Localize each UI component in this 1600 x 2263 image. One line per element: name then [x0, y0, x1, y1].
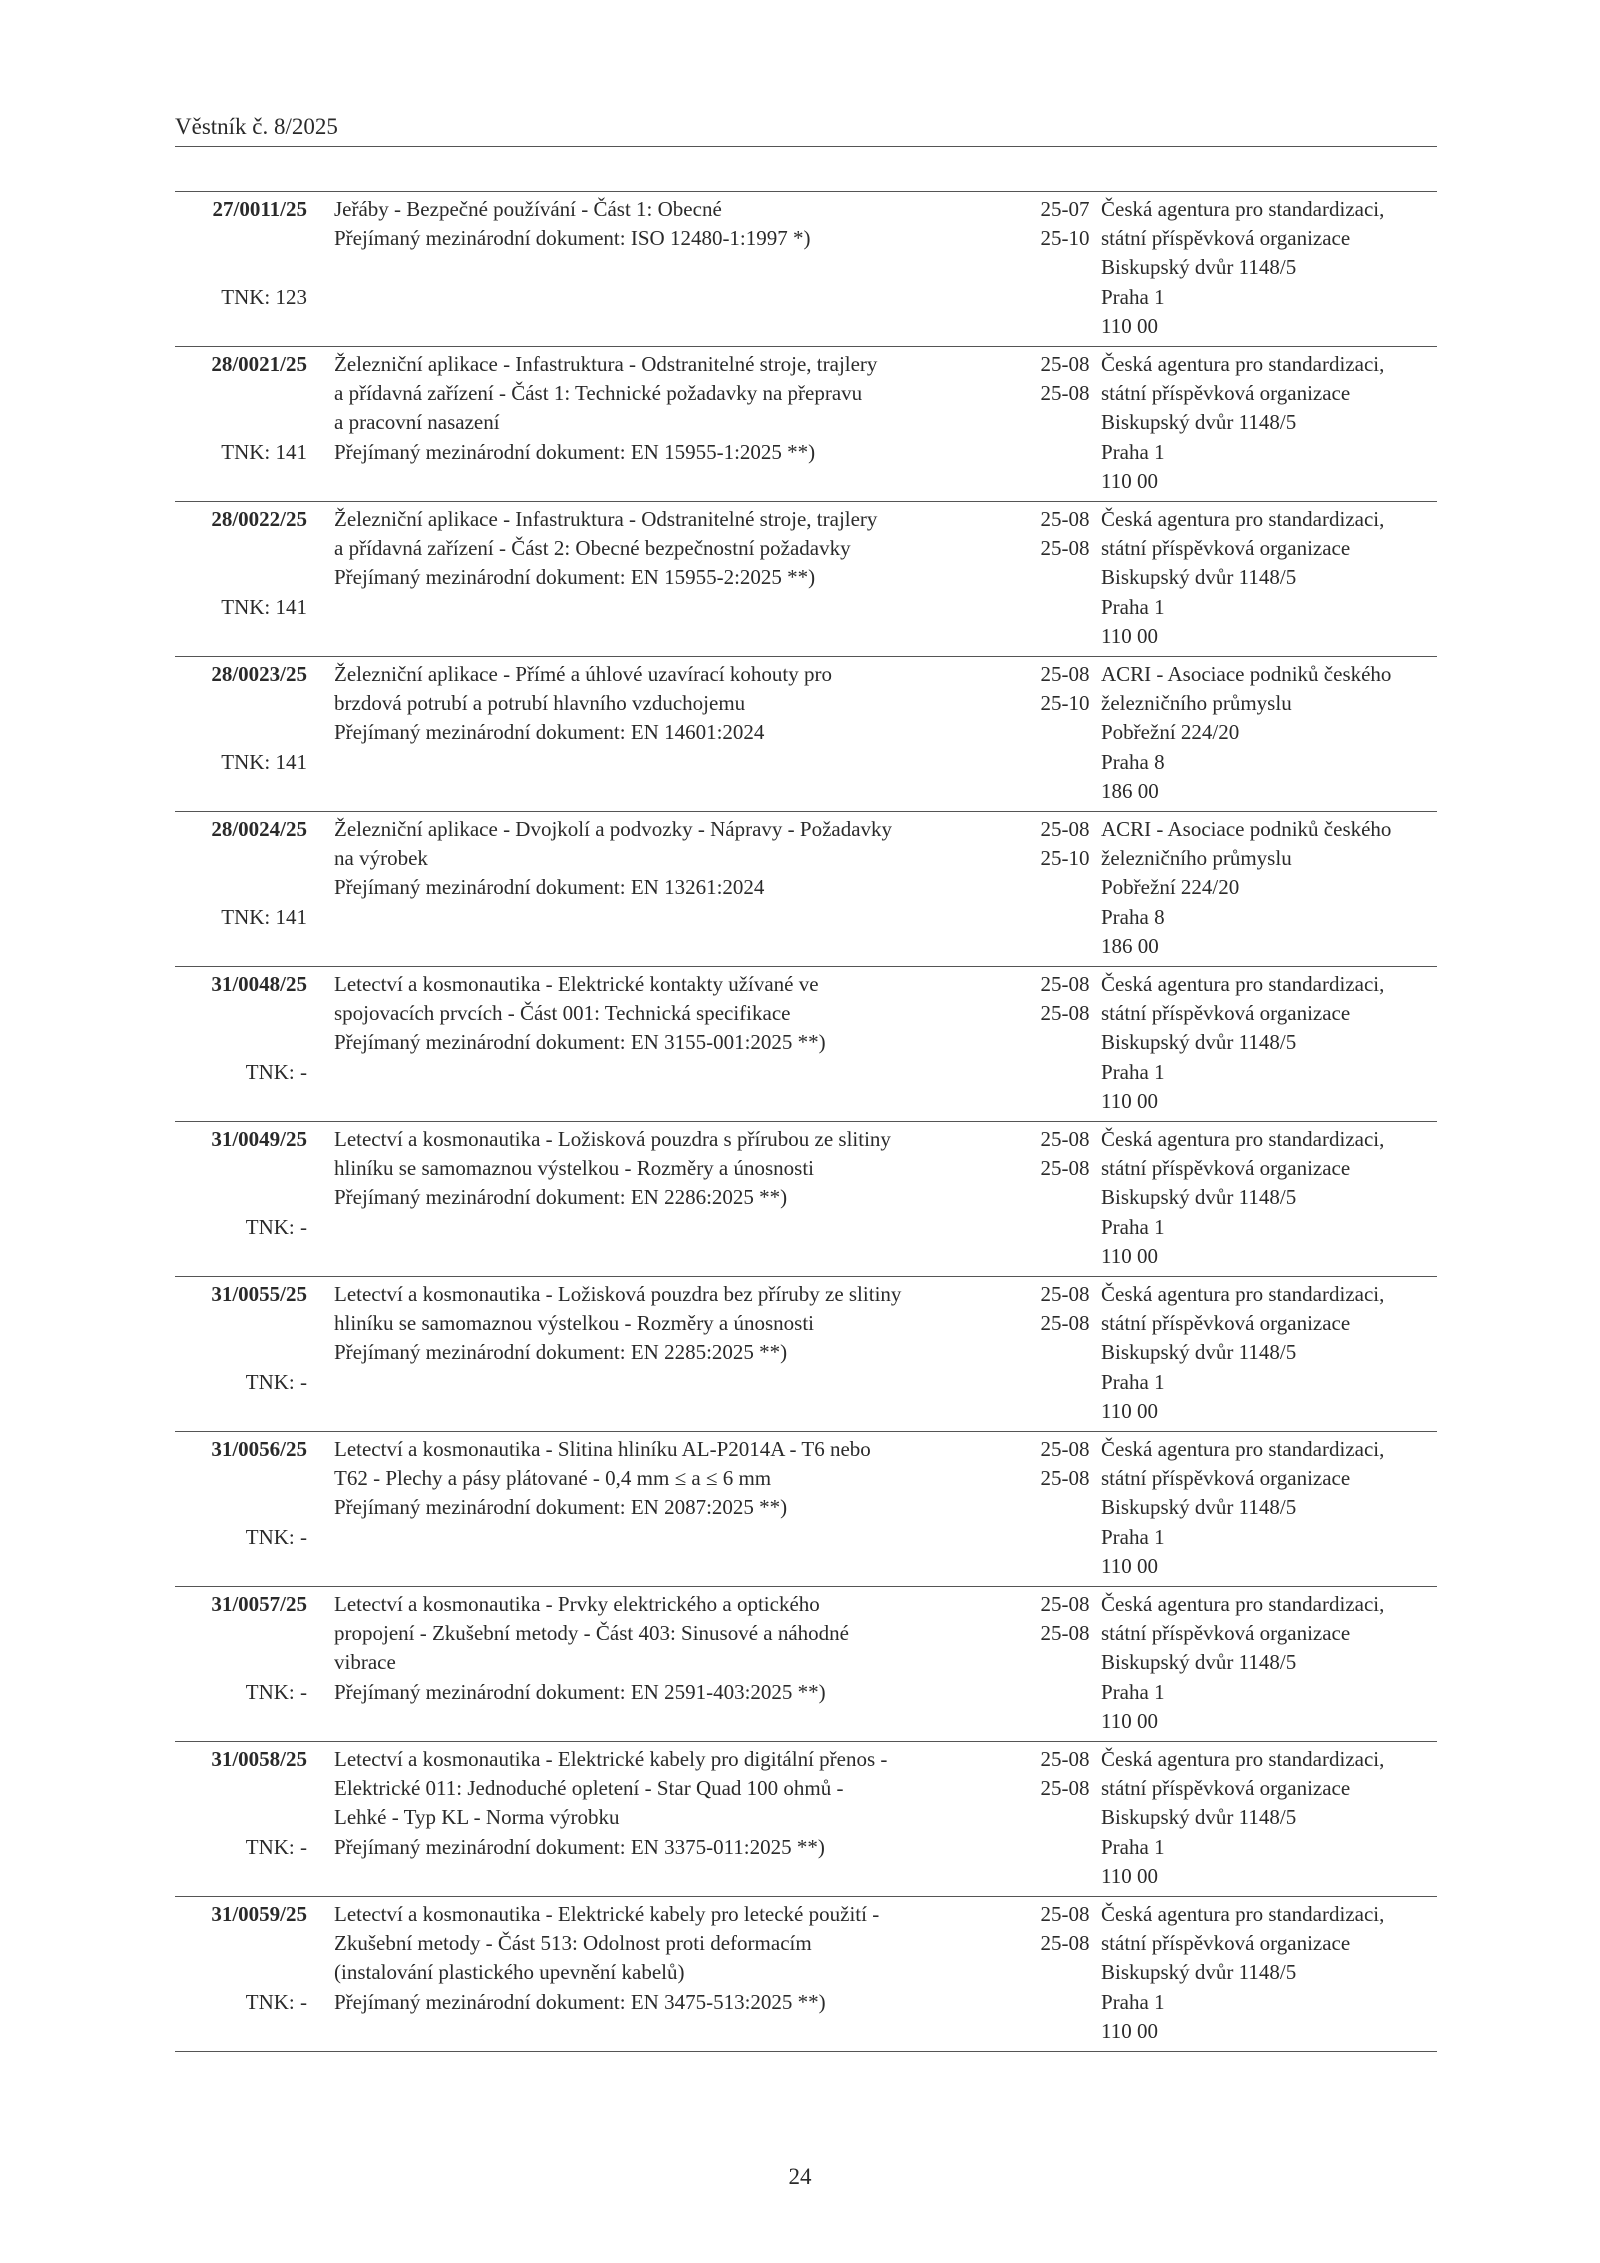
description-line: Přejímaný mezinárodní dokument: EN 15955-1:2025 **) [334, 439, 816, 464]
address-line: Praha 8 [1101, 749, 1165, 774]
table-row [175, 346, 1437, 501]
address-line: Praha 1 [1101, 284, 1165, 309]
address-line: státní příspěvková organizace [1101, 1156, 1351, 1181]
address-line: 110 00 [1101, 313, 1158, 338]
dates-cell [1015, 1590, 1115, 1648]
address-line: 110 00 [1101, 623, 1158, 648]
description-line: Železniční aplikace - Dvojkolí a podvozky - Nápravy - Požadavky [334, 817, 893, 841]
address-line: Biskupský dvůr 1148/5 [1101, 1495, 1297, 1520]
description-line: a přídavná zařízení - Část 1: Technické požadavky na přepravu [334, 381, 863, 406]
organization-address-cell [1101, 350, 1437, 496]
date-code: 25-08 [1040, 972, 1090, 996]
date-code: 25-08 [1040, 1311, 1090, 1336]
date-code: 25-08 [1040, 1156, 1090, 1181]
description-line: Přejímaný mezinárodní dokument: EN 2285:2025 **) [334, 1340, 788, 1365]
address-line: státní příspěvková organizace [1101, 1001, 1351, 1026]
description-line: Lehké - Typ KL - Norma výrobku [334, 1805, 620, 1830]
table-row [175, 811, 1437, 966]
organization-address-cell [1101, 1280, 1437, 1426]
address-line: Česká agentura pro standardizaci, [1101, 1902, 1385, 1926]
address-line: ACRI - Asociace podniků českého [1101, 662, 1392, 686]
address-line: Česká agentura pro standardizaci, [1101, 1282, 1385, 1306]
description-line: Letectví a kosmonautika - Slitina hliníku AL-P2014A - T6 nebo [334, 1437, 871, 1461]
address-line: státní příspěvková organizace [1101, 536, 1351, 561]
date-code: 25-08 [1040, 536, 1090, 561]
address-line: 110 00 [1101, 1088, 1158, 1113]
tnk-label: TNK: - [245, 1214, 307, 1239]
date-code: 25-08 [1040, 817, 1090, 841]
address-line: 110 00 [1101, 1863, 1158, 1888]
description-line: Přejímaný mezinárodní dokument: EN 15955-2:2025 **) [334, 565, 816, 590]
address-line: Praha 1 [1101, 1214, 1165, 1239]
organization-address-cell [1101, 1590, 1437, 1736]
description-line: T62 - Plechy a pásy plátované - 0,4 mm ≤ a ≤ 6 mm [334, 1466, 772, 1491]
tnk-label: TNK: - [245, 1369, 307, 1394]
address-line: Česká agentura pro standardizaci, [1101, 1747, 1385, 1771]
record-id-cell [175, 350, 307, 464]
table-row [175, 1121, 1437, 1276]
record-number: 31/0056/25 [211, 1437, 307, 1461]
description-line: Přejímaný mezinárodní dokument: EN 2591-403:2025 **) [334, 1679, 826, 1704]
description-line: Přejímaný mezinárodní dokument: EN 3155-001:2025 **) [334, 1030, 826, 1055]
description-line: Železniční aplikace - Infastruktura - Odstranitelné stroje, trajlery [334, 507, 878, 531]
dates-cell [1015, 1900, 1115, 1958]
description-line: Přejímaný mezinárodní dokument: EN 3375-011:2025 **) [334, 1834, 825, 1859]
record-id-cell [175, 505, 307, 619]
tnk-label: TNK: - [245, 1834, 307, 1859]
organization-address-cell [1101, 815, 1437, 961]
description-line: Přejímaný mezinárodní dokument: EN 14601:2024 [334, 720, 765, 745]
description-line: Přejímaný mezinárodní dokument: EN 13261:2024 [334, 875, 765, 900]
address-line: Praha 1 [1101, 1679, 1165, 1704]
address-line: Biskupský dvůr 1148/5 [1101, 1960, 1297, 1985]
record-number: 28/0021/25 [211, 352, 307, 376]
description-line: propojení - Zkušební metody - Část 403: Sinusové a náhodné [334, 1621, 850, 1646]
tnk-label: TNK: 123 [221, 284, 307, 309]
date-code: 25-08 [1040, 1902, 1090, 1926]
page-header [175, 112, 1437, 147]
address-line: 186 00 [1101, 778, 1159, 803]
dates-cell [1015, 505, 1115, 563]
address-line: Praha 1 [1101, 1369, 1165, 1394]
address-line: Biskupský dvůr 1148/5 [1101, 1650, 1297, 1675]
address-line: 186 00 [1101, 933, 1159, 958]
dates-cell [1015, 815, 1115, 873]
tnk-label: TNK: - [245, 1524, 307, 1549]
record-number: 31/0055/25 [211, 1282, 307, 1306]
address-line: Praha 1 [1101, 594, 1165, 619]
table-row [175, 1896, 1437, 2051]
organization-address-cell [1101, 505, 1437, 651]
tnk-label: TNK: - [245, 1989, 307, 2014]
description-line: (instalování plastického upevnění kabelů) [334, 1960, 685, 1985]
address-line: Praha 1 [1101, 1524, 1165, 1549]
record-id-cell [175, 660, 307, 774]
table-row [175, 501, 1437, 656]
tnk-label: TNK: - [245, 1059, 307, 1084]
description-line: Letectví a kosmonautika - Ložisková pouzdra s přírubou ze slitiny [334, 1127, 891, 1151]
date-code: 25-08 [1040, 507, 1090, 531]
description-line: Jeřáby - Bezpečné používání - Část 1: Obecné [334, 197, 722, 221]
address-line: Česká agentura pro standardizaci, [1101, 1592, 1385, 1616]
record-id-cell [175, 1590, 307, 1704]
description-line: spojovacích prvcích - Část 001: Technická specifikace [334, 1001, 791, 1026]
dates-cell [1015, 350, 1115, 408]
address-line: Biskupský dvůr 1148/5 [1101, 255, 1297, 280]
record-id-cell [175, 1900, 307, 2014]
description-line: Letectví a kosmonautika - Elektrické kabely pro letecké použití - [334, 1902, 880, 1926]
date-code: 25-08 [1040, 1592, 1090, 1616]
description-line: vibrace [334, 1650, 396, 1675]
date-code: 25-08 [1040, 1127, 1090, 1151]
tnk-label: TNK: - [245, 1679, 307, 1704]
address-line: Pobřežní 224/20 [1101, 875, 1240, 900]
address-line: železničního průmyslu [1101, 691, 1292, 716]
table-row [175, 1586, 1437, 1741]
address-line: 110 00 [1101, 1243, 1158, 1268]
description-line: Letectví a kosmonautika - Elektrické kabely pro digitální přenos - [334, 1747, 888, 1771]
address-line: ACRI - Asociace podniků českého [1101, 817, 1392, 841]
date-code: 25-08 [1040, 1466, 1090, 1491]
address-line: státní příspěvková organizace [1101, 1931, 1351, 1956]
record-number: 31/0058/25 [211, 1747, 307, 1771]
description-line: Letectví a kosmonautika - Prvky elektrického a optického [334, 1592, 820, 1616]
dates-cell [1015, 660, 1115, 718]
table-row [175, 1741, 1437, 1896]
address-line: Česká agentura pro standardizaci, [1101, 972, 1385, 996]
address-line: 110 00 [1101, 1398, 1158, 1423]
description-line: Zkušební metody - Část 513: Odolnost proti deformacím [334, 1931, 812, 1956]
date-code: 25-10 [1040, 226, 1090, 251]
date-code: 25-08 [1040, 1001, 1090, 1026]
description-line: na výrobek [334, 846, 428, 871]
record-number: 28/0023/25 [211, 662, 307, 686]
record-number: 31/0048/25 [211, 972, 307, 996]
record-id-cell [175, 195, 307, 309]
address-line: Česká agentura pro standardizaci, [1101, 507, 1385, 531]
description-line: hliníku se samomaznou výstelkou - Rozměry a únosnosti [334, 1311, 815, 1336]
table-row [175, 1276, 1437, 1431]
address-line: Česká agentura pro standardizaci, [1101, 1437, 1385, 1461]
table-row [175, 656, 1437, 811]
description-line: brzdová potrubí a potrubí hlavního vzduchojemu [334, 691, 746, 716]
organization-address-cell [1101, 1900, 1437, 2046]
record-number: 31/0049/25 [211, 1127, 307, 1151]
address-line: Praha 1 [1101, 1059, 1165, 1084]
address-line: Biskupský dvůr 1148/5 [1101, 1805, 1297, 1830]
address-line: Biskupský dvůr 1148/5 [1101, 1030, 1297, 1055]
address-line: státní příspěvková organizace [1101, 1776, 1351, 1801]
tnk-label: TNK: 141 [221, 749, 307, 774]
description-line: Letectví a kosmonautika - Elektrické kontakty užívané ve [334, 972, 819, 996]
address-line: státní příspěvková organizace [1101, 1311, 1351, 1336]
record-id-cell [175, 1745, 307, 1859]
organization-address-cell [1101, 660, 1437, 806]
organization-address-cell [1101, 195, 1437, 341]
standards-table [175, 191, 1437, 2052]
description-line: Přejímaný mezinárodní dokument: EN 2286:2025 **) [334, 1185, 788, 1210]
address-line: státní příspěvková organizace [1101, 226, 1351, 251]
description-line: Přejímaný mezinárodní dokument: EN 3475-513:2025 **) [334, 1989, 826, 2014]
tnk-label: TNK: 141 [221, 904, 307, 929]
address-line: Česká agentura pro standardizaci, [1101, 352, 1385, 376]
description-line: hliníku se samomaznou výstelkou - Rozměry a únosnosti [334, 1156, 815, 1181]
address-line: státní příspěvková organizace [1101, 1621, 1351, 1646]
date-code: 25-07 [1040, 197, 1090, 221]
address-line: Praha 1 [1101, 439, 1165, 464]
date-code: 25-08 [1040, 1931, 1090, 1956]
date-code: 25-08 [1040, 662, 1090, 686]
tnk-label: TNK: 141 [221, 439, 307, 464]
date-code: 25-10 [1040, 691, 1090, 716]
record-number: 28/0022/25 [211, 507, 307, 531]
description-line: Letectví a kosmonautika - Ložisková pouzdra bez příruby ze slitiny [334, 1282, 902, 1306]
address-line: Česká agentura pro standardizaci, [1101, 197, 1385, 221]
date-code: 25-08 [1040, 1776, 1090, 1801]
address-line: Biskupský dvůr 1148/5 [1101, 1340, 1297, 1365]
date-code: 25-10 [1040, 846, 1090, 871]
tnk-label: TNK: 141 [221, 594, 307, 619]
description-line: Přejímaný mezinárodní dokument: EN 2087:2025 **) [334, 1495, 788, 1520]
date-code: 25-08 [1040, 1282, 1090, 1306]
description-line: Elektrické 011: Jednoduché opletení - Star Quad 100 ohmů - [334, 1776, 844, 1801]
organization-address-cell [1101, 1435, 1437, 1581]
description-line: Železniční aplikace - Infastruktura - Odstranitelné stroje, trajlery [334, 352, 878, 376]
record-id-cell [175, 1435, 307, 1549]
organization-address-cell [1101, 1125, 1437, 1271]
record-number: 31/0057/25 [211, 1592, 307, 1616]
address-line: 110 00 [1101, 2018, 1158, 2043]
record-number: 27/0011/25 [212, 197, 307, 221]
record-number: 31/0059/25 [211, 1902, 307, 1926]
dates-cell [1015, 1280, 1115, 1338]
date-code: 25-08 [1040, 381, 1090, 406]
record-id-cell [175, 1280, 307, 1394]
dates-cell [1015, 1435, 1115, 1493]
address-line: Biskupský dvůr 1148/5 [1101, 410, 1297, 435]
address-line: Česká agentura pro standardizaci, [1101, 1127, 1385, 1151]
date-code: 25-08 [1040, 1621, 1090, 1646]
organization-address-cell [1101, 970, 1437, 1116]
record-id-cell [175, 1125, 307, 1239]
address-line: Praha 1 [1101, 1834, 1165, 1859]
dates-cell [1015, 1125, 1115, 1183]
address-line: Biskupský dvůr 1148/5 [1101, 1185, 1297, 1210]
dates-cell [1015, 970, 1115, 1028]
date-code: 25-08 [1040, 352, 1090, 376]
address-line: Praha 1 [1101, 1989, 1165, 2014]
address-line: 110 00 [1101, 1708, 1158, 1733]
description-line: Přejímaný mezinárodní dokument: ISO 12480-1:1997 *) [334, 226, 811, 251]
date-code: 25-08 [1040, 1437, 1090, 1461]
dates-cell [1015, 195, 1115, 253]
address-line: státní příspěvková organizace [1101, 381, 1351, 406]
address-line: železničního průmyslu [1101, 846, 1292, 871]
table-row [175, 1431, 1437, 1586]
description-line: Železniční aplikace - Přímé a úhlové uzavírací kohouty pro [334, 662, 832, 686]
record-id-cell [175, 815, 307, 929]
address-line: Pobřežní 224/20 [1101, 720, 1240, 745]
description-line: a přídavná zařízení - Část 2: Obecné bezpečnostní požadavky [334, 536, 851, 561]
address-line: 110 00 [1101, 468, 1158, 493]
page-number: 24 [788, 2164, 812, 2189]
table-row [175, 966, 1437, 1121]
bulletin-title: Věstník č. 8/2025 [175, 114, 338, 139]
organization-address-cell [1101, 1745, 1437, 1891]
page-footer [0, 2162, 1600, 2192]
date-code: 25-08 [1040, 1747, 1090, 1771]
description-line: a pracovní nasazení [334, 410, 500, 435]
address-line: 110 00 [1101, 1553, 1158, 1578]
record-number: 28/0024/25 [211, 817, 307, 841]
table-row [175, 191, 1437, 346]
address-line: Praha 8 [1101, 904, 1165, 929]
address-line: státní příspěvková organizace [1101, 1466, 1351, 1491]
dates-cell [1015, 1745, 1115, 1803]
record-id-cell [175, 970, 307, 1084]
address-line: Biskupský dvůr 1148/5 [1101, 565, 1297, 590]
